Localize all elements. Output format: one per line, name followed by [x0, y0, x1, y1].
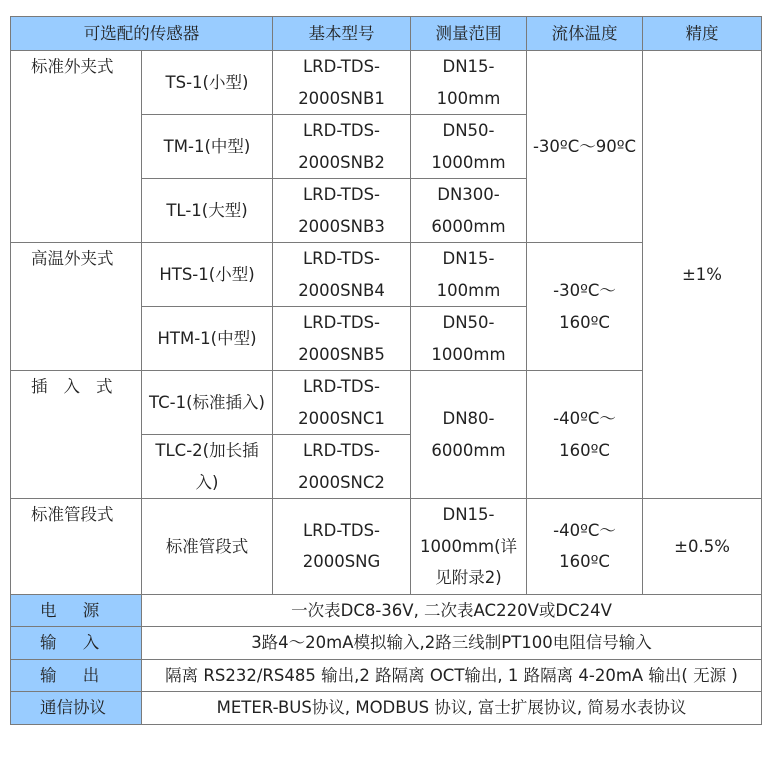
model-cell: LRD-TDS-2000SNB2 — [273, 115, 411, 179]
range-cell: DN50-1000mm — [411, 115, 527, 179]
header-range: 测量范围 — [411, 17, 527, 51]
model-cell: LRD-TDS-2000SNC2 — [273, 435, 411, 499]
model-cell: LRD-TDS-2000SNB4 — [273, 243, 411, 307]
range-cell: DN15-1000mm(详见附录2) — [411, 499, 527, 595]
sensor-cell: TLC-2(加长插入) — [142, 435, 273, 499]
model-cell: LRD-TDS-2000SNG — [273, 499, 411, 595]
sensor-cell: TC-1(标准插入) — [142, 371, 273, 435]
table-row — [11, 51, 762, 115]
header-model: 基本型号 — [273, 17, 411, 51]
power-row — [11, 594, 762, 627]
sensor-cell: TM-1(中型) — [142, 115, 273, 179]
sensor-cell: HTM-1(中型) — [142, 307, 273, 371]
category-insertion: 插 入 式 — [11, 371, 142, 499]
range-cell: DN15-100mm — [411, 51, 527, 115]
model-cell: LRD-TDS-2000SNC1 — [273, 371, 411, 435]
range-cell: DN50-1000mm — [411, 307, 527, 371]
category-pipe: 标准管段式 — [11, 499, 142, 595]
accuracy-pipe: ±0.5% — [643, 499, 762, 595]
sensor-cell: TS-1(小型) — [142, 51, 273, 115]
input-label: 输 入 — [11, 627, 142, 660]
header-sensor: 可选配的传感器 — [11, 17, 273, 51]
category-high-temp-clamp: 高温外夹式 — [11, 243, 142, 371]
range-cell-insertion: DN80-6000mm — [411, 371, 527, 499]
temp-cell-group4: -40ºC～160ºC — [527, 499, 643, 595]
output-row — [11, 659, 762, 692]
category-standard-clamp: 标准外夹式 — [11, 51, 142, 243]
input-value: 3路4～20mA模拟输入,2路三线制PT100电阻信号输入 — [142, 627, 762, 660]
header-row — [11, 17, 762, 51]
power-value: 一次表DC8-36V, 二次表AC220V或DC24V — [142, 594, 762, 627]
range-cell: DN15-100mm — [411, 243, 527, 307]
temp-cell-group1: -30ºC～90ºC — [527, 51, 643, 243]
temp-cell-group3: -40ºC～160ºC — [527, 371, 643, 499]
accuracy-main: ±1% — [643, 51, 762, 499]
protocol-label: 通信协议 — [11, 692, 142, 725]
range-cell: DN300-6000mm — [411, 179, 527, 243]
output-label: 输 出 — [11, 659, 142, 692]
protocol-row — [11, 692, 762, 725]
sensor-cell: 标准管段式 — [142, 499, 273, 595]
sensor-cell: HTS-1(小型) — [142, 243, 273, 307]
protocol-value: METER-BUS协议, MODBUS 协议, 富士扩展协议, 简易水表协议 — [142, 692, 762, 725]
spec-table — [10, 16, 762, 725]
output-value: 隔离 RS232/RS485 输出,2 路隔离 OCT输出, 1 路隔离 4-20mA 输出( 无源 ) — [142, 659, 762, 692]
model-cell: LRD-TDS-2000SNB3 — [273, 179, 411, 243]
sensor-cell: TL-1(大型) — [142, 179, 273, 243]
model-cell: LRD-TDS-2000SNB1 — [273, 51, 411, 115]
header-accuracy: 精度 — [643, 17, 762, 51]
temp-cell-group2: -30ºC～160ºC — [527, 243, 643, 371]
power-label: 电 源 — [11, 594, 142, 627]
table-row — [11, 499, 762, 595]
model-cell: LRD-TDS-2000SNB5 — [273, 307, 411, 371]
header-temp: 流体温度 — [527, 17, 643, 51]
input-row — [11, 627, 762, 660]
